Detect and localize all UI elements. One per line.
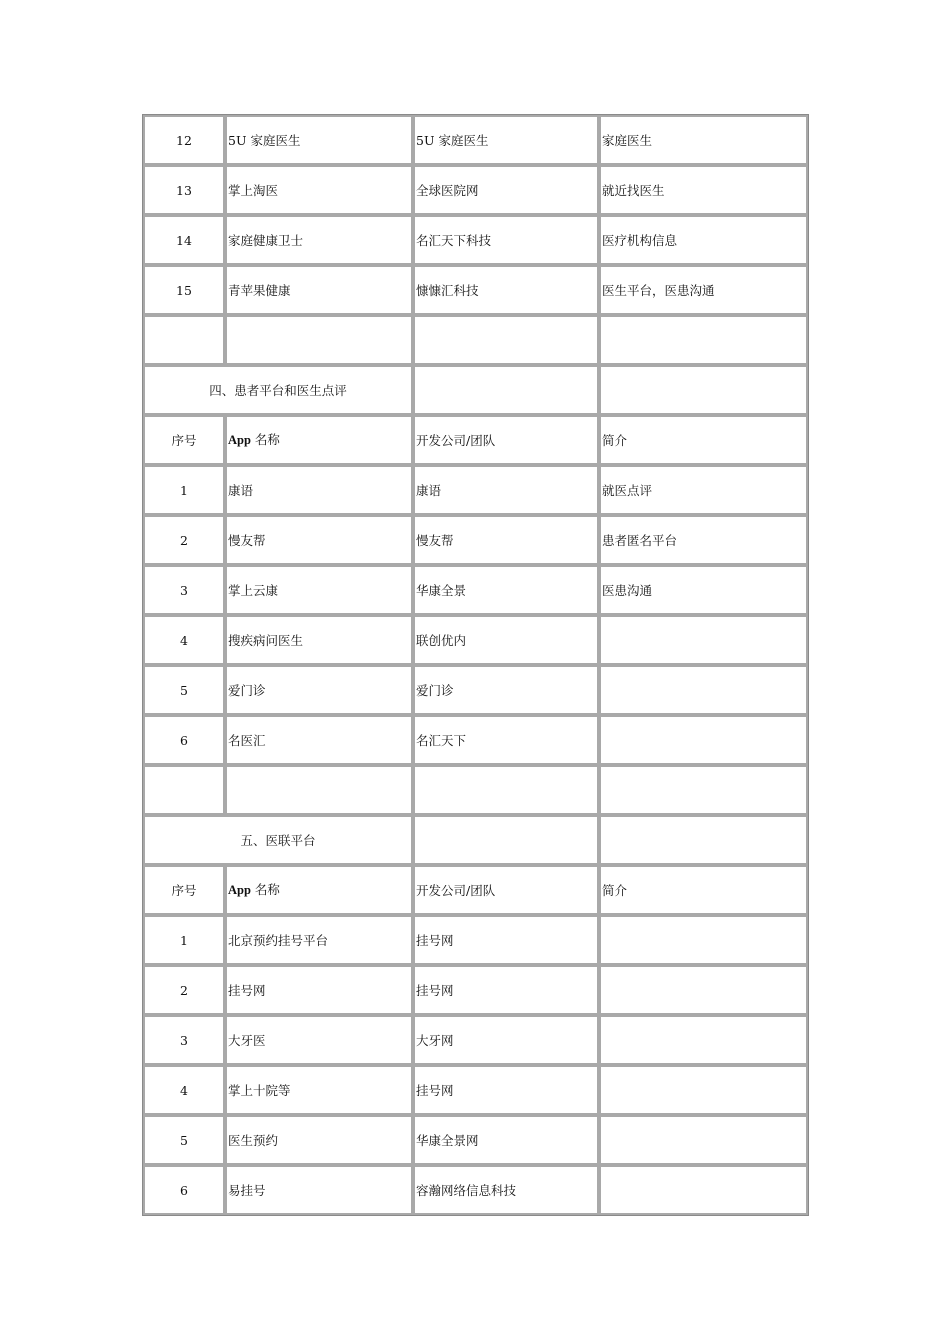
header-row (143, 865, 808, 915)
table-row (143, 1115, 808, 1165)
table-cell: 名医汇 (225, 715, 413, 765)
table-cell: 14 (143, 215, 225, 265)
table-cell: 掌上云康 (225, 565, 413, 615)
table-cell: 13 (143, 165, 225, 215)
table-cell: 就近找医生 (599, 165, 808, 215)
table-cell (599, 915, 808, 965)
table-cell: 1 (143, 915, 225, 965)
table-row (143, 1165, 808, 1215)
table-row (143, 1015, 808, 1065)
table-cell: 5 (143, 665, 225, 715)
table-cell: 医患沟通 (599, 565, 808, 615)
section-title: 四、患者平台和医生点评 (143, 365, 413, 415)
table-cell: 3 (143, 565, 225, 615)
table-cell (225, 765, 413, 815)
section-row (143, 815, 808, 865)
table-row (143, 665, 808, 715)
table-cell: 容瀚网络信息科技 (413, 1165, 599, 1215)
table-cell: 挂号网 (225, 965, 413, 1015)
table-cell: 康语 (225, 465, 413, 515)
table-cell (599, 1115, 808, 1165)
table-cell (599, 715, 808, 765)
header-cell: 序号 (143, 865, 225, 915)
table-row (143, 165, 808, 215)
table-cell: 联创优内 (413, 615, 599, 665)
table-cell: 掌上十院等 (225, 1065, 413, 1115)
section-row (143, 365, 808, 415)
table-cell: 6 (143, 1165, 225, 1215)
table-cell: 医疗机构信息 (599, 215, 808, 265)
table-cell: 名汇天下科技 (413, 215, 599, 265)
table-row (143, 765, 808, 815)
table-cell (599, 965, 808, 1015)
table-cell: 就医点评 (599, 465, 808, 515)
table-cell (413, 315, 599, 365)
table-cell: 12 (143, 115, 225, 165)
header-cell: 开发公司/团队 (413, 415, 599, 465)
table-row (143, 1065, 808, 1115)
table-cell (413, 765, 599, 815)
table-cell (143, 765, 225, 815)
table-cell (599, 1015, 808, 1065)
table-cell (413, 815, 599, 865)
table-cell: 慢友帮 (225, 515, 413, 565)
table-cell: 4 (143, 1065, 225, 1115)
table-cell: 全球医院网 (413, 165, 599, 215)
header-cell: 简介 (599, 415, 808, 465)
table-cell: 北京预约挂号平台 (225, 915, 413, 965)
table-cell: 6 (143, 715, 225, 765)
table-row (143, 965, 808, 1015)
table-cell: 爱门诊 (413, 665, 599, 715)
table-cell: 5 (143, 1115, 225, 1165)
table-cell (599, 1165, 808, 1215)
table-row (143, 315, 808, 365)
table-cell (413, 365, 599, 415)
table-body (143, 115, 808, 1215)
table-cell (599, 315, 808, 365)
header-cell: 序号 (143, 415, 225, 465)
table-cell: 青苹果健康 (225, 265, 413, 315)
table-cell: 2 (143, 515, 225, 565)
table-cell: 挂号网 (413, 965, 599, 1015)
table-cell: 5U 家庭医生 (413, 115, 599, 165)
table-row (143, 715, 808, 765)
table-cell: 家庭医生 (599, 115, 808, 165)
table-cell: 康语 (413, 465, 599, 515)
table-row (143, 515, 808, 565)
table-cell: 挂号网 (413, 1065, 599, 1115)
table-cell: 搜疾病问医生 (225, 615, 413, 665)
header-cell: 简介 (599, 865, 808, 915)
table-row (143, 115, 808, 165)
table-cell: 慢友帮 (413, 515, 599, 565)
table-row (143, 915, 808, 965)
table-cell: 4 (143, 615, 225, 665)
table-cell: 大牙医 (225, 1015, 413, 1065)
table-row (143, 615, 808, 665)
table-row (143, 215, 808, 265)
table-cell (143, 315, 225, 365)
table-cell: 易挂号 (225, 1165, 413, 1215)
table-cell: 慷慷汇科技 (413, 265, 599, 315)
table-cell: 掌上淘医 (225, 165, 413, 215)
table-cell: 5U 家庭医生 (225, 115, 413, 165)
table-cell (599, 1065, 808, 1115)
header-cell: App 名称 (225, 415, 413, 465)
table-cell: 医生平台，医患沟通 (599, 265, 808, 315)
table-cell: 大牙网 (413, 1015, 599, 1065)
table-cell: 华康全景 (413, 565, 599, 615)
table-cell: 名汇天下 (413, 715, 599, 765)
table-cell (599, 365, 808, 415)
table-cell: 3 (143, 1015, 225, 1065)
table-cell: 爱门诊 (225, 665, 413, 715)
header-cell: 开发公司/团队 (413, 865, 599, 915)
section-title: 五、医联平台 (143, 815, 413, 865)
table-cell: 家庭健康卫士 (225, 215, 413, 265)
table-cell (599, 765, 808, 815)
table-row (143, 565, 808, 615)
table-cell (599, 665, 808, 715)
table-cell: 1 (143, 465, 225, 515)
table-cell: 15 (143, 265, 225, 315)
table-cell (599, 815, 808, 865)
header-cell: App 名称 (225, 865, 413, 915)
table-cell: 华康全景网 (413, 1115, 599, 1165)
table-cell (599, 615, 808, 665)
table-cell: 医生预约 (225, 1115, 413, 1165)
app-list-table (142, 114, 809, 1216)
table-row (143, 265, 808, 315)
table-cell: 挂号网 (413, 915, 599, 965)
table-cell (225, 315, 413, 365)
table-cell: 患者匿名平台 (599, 515, 808, 565)
table-row (143, 465, 808, 515)
table-cell: 2 (143, 965, 225, 1015)
header-row (143, 415, 808, 465)
